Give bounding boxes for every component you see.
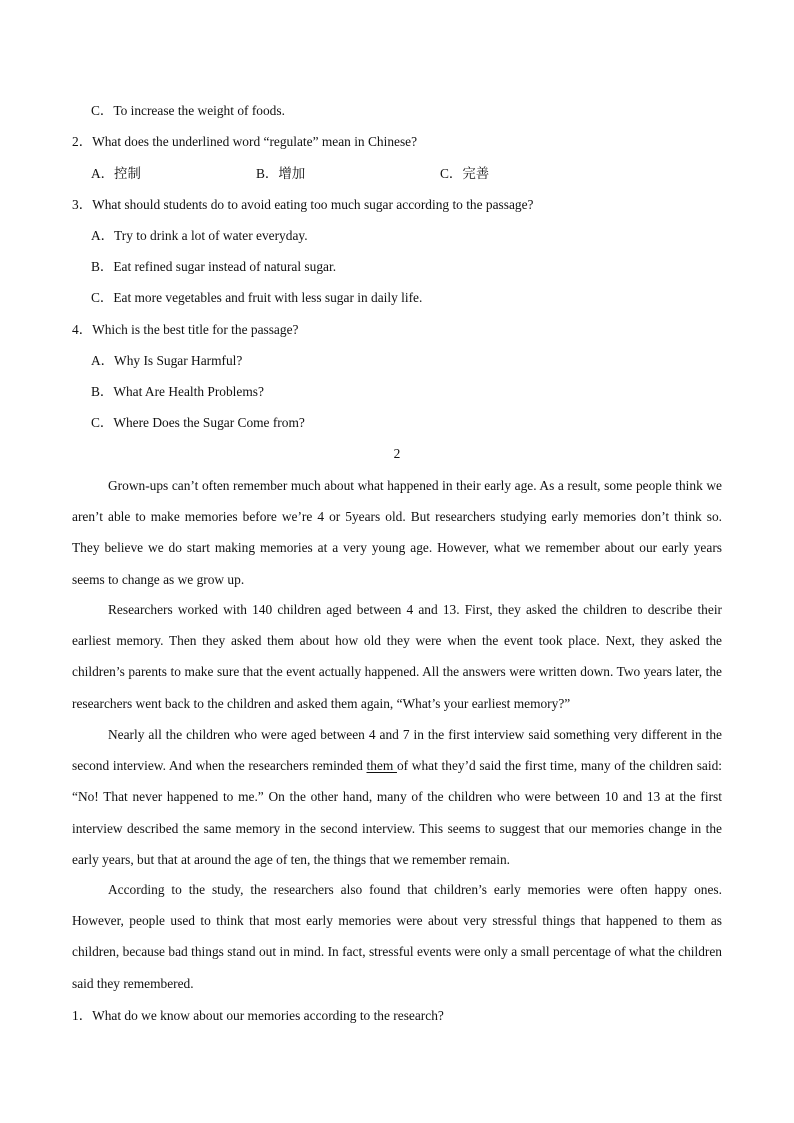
- passage-paragraph-4: According to the study, the researchers also found that children’s early memories were often happy ones. However, people used to think that most early memories were about very stressful things that happened to them as children, because bad things stand out in mind. In fact, stressful events were only a small percentage of what the children said they remembered.: [72, 882, 722, 991]
- q3-option-b: B．Eat refined sugar instead of natural sugar.: [91, 259, 337, 274]
- q3-question: 3．What should students do to avoid eating too much sugar according to the passage?: [72, 197, 534, 212]
- next-q1-question: 1．What do we know about our memories according to the research?: [72, 1008, 444, 1023]
- q3-option-a: A．Try to drink a lot of water everyday.: [91, 228, 308, 243]
- q2-question: 2．What does the underlined word “regulate” mean in Chinese?: [72, 134, 418, 149]
- q2-option-b: B．增加: [256, 166, 306, 181]
- underlined-word-them: them: [366, 758, 397, 774]
- q4-option-c: C．Where Does the Sugar Come from?: [91, 415, 305, 430]
- q2-option-a: A．控制: [91, 166, 141, 181]
- q3-option-c: C．Eat more vegetables and fruit with less sugar in daily life.: [91, 290, 423, 305]
- passage-paragraph-3: [72, 719, 722, 875]
- q4-question: 4．Which is the best title for the passage?: [72, 322, 299, 337]
- q4-option-b: B．What Are Health Problems?: [91, 384, 264, 399]
- q2-option-c: C．完善: [440, 166, 490, 181]
- q1-option-c: C．To increase the weight of foods.: [91, 103, 285, 118]
- q4-option-a: A．Why Is Sugar Harmful?: [91, 353, 243, 368]
- section-number: 2: [393, 446, 401, 461]
- paragraph-3-text-before: Nearly all the children who were aged between 4 and 7 in the first interview said something very different in the second interview. And when the researchers reminded: [72, 727, 722, 774]
- passage-paragraph-2: Researchers worked with 140 children aged between 4 and 13. First, they asked the children to describe their earliest memory. Then they asked them about how old they were when the event took place. Next, they asked the children’s parents to make sure that the event actually happened. All the answers were written down. Two years later, the researchers went back to the children and asked them again, “What’s your earliest memory?”: [72, 602, 722, 711]
- passage-paragraph-1: Grown-ups can’t often remember much about what happened in their early age. As a result, some people think we aren’t able to make memories before we’re 4 or 5years old. But researchers studying early memories don’t think so. They believe we do start making memories at a very young age. However, what we remember about our early years seems to change as we grow up.: [72, 478, 722, 587]
- paragraph-3-text-after: of what they’d said the first time, many of the children said: “No! That never happened to me.” On the other hand, many of the children who were between 10 and 13 at the first interview described the same memory in the second interview. This seems to suggest that our memories change in the early years, but that at around the age of ten, the things that we remember remain.: [72, 758, 722, 867]
